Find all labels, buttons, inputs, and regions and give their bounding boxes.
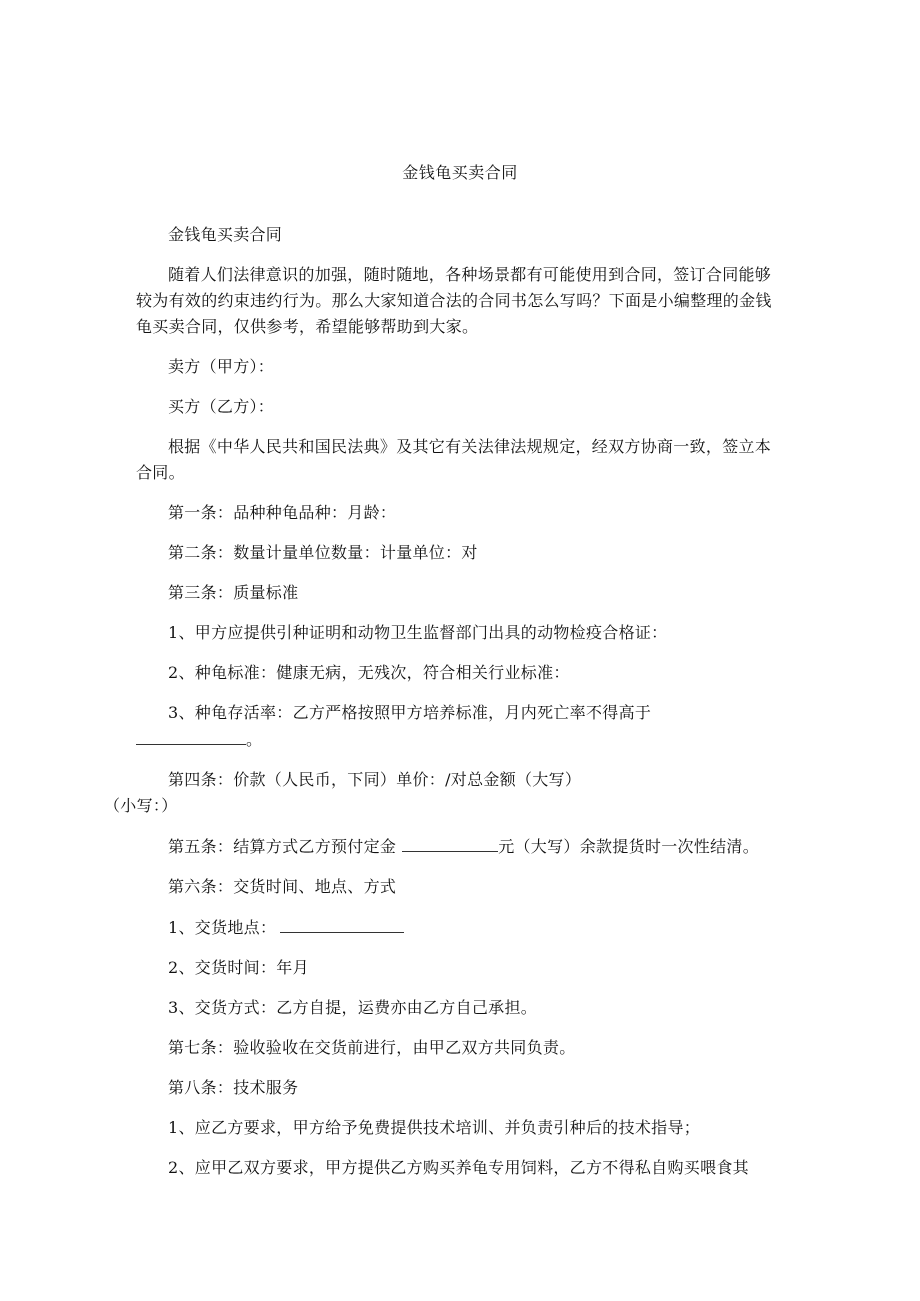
article-3-item-3	[136, 700, 784, 753]
article-3-item-3-text: 3、种龟存活率：乙方严格按照甲方培养标准，月内死亡率不得高于	[168, 703, 652, 722]
blank-line	[280, 914, 404, 933]
article-5-text-a: 第五条：结算方式乙方预付定金	[168, 837, 397, 856]
article-3: 第三条：质量标准	[168, 583, 299, 602]
article-8: 第八条：技术服务	[168, 1078, 299, 1097]
article-6: 第六条：交货时间、地点、方式	[168, 877, 397, 896]
article-3-item-3-end: 。	[246, 730, 263, 749]
article-8-item-2: 2、应甲乙双方要求，甲方提供乙方购买养龟专用饲料，乙方不得私自购买喂食其	[168, 1158, 749, 1177]
article-8-item-1: 1、应乙方要求，甲方给予免费提供技术培训、并负责引种后的技术指导；	[168, 1118, 701, 1137]
article-6-item-1-text: 1、交货地点：	[168, 918, 277, 937]
article-7: 第七条：验收验收在交货前进行，由甲乙双方共同负责。	[168, 1038, 576, 1057]
blank-line	[136, 726, 246, 745]
article-2: 第二条：数量计量单位数量：计量单位：对	[168, 543, 478, 562]
article-4	[104, 767, 784, 819]
article-5-text-b: 元（大写）余款提货时一次性结清。	[498, 837, 760, 856]
article-3-item-1: 1、甲方应提供引种证明和动物卫生监督部门出具的动物检疫合格证：	[168, 623, 668, 642]
article-4-small: （小写：）	[104, 796, 178, 815]
basis-paragraph: 根据《中华人民共和国民法典》及其它有关法律法规规定，经双方协商一致，签立本合同。	[136, 437, 772, 482]
article-6-item-2: 2、交货时间：年月	[168, 958, 309, 977]
blank-line	[402, 833, 498, 852]
intro-paragraph: 随着人们法律意识的加强，随时随地，各种场景都有可能使用到合同，签订合同能够较为有效的约束违约行为。那么大家知道合法的合同书怎么写吗？下面是小编整理的金钱龟买卖合同，仅供参考，希望能够帮助到大家。	[136, 265, 772, 336]
article-6-item-1	[136, 914, 784, 941]
buyer-line: 买方（乙方）：	[168, 397, 275, 416]
article-4-text: 第四条：价款（人民币，下同）单价：/对总金额（大写）	[168, 770, 582, 789]
article-5	[136, 833, 784, 860]
document-title: 金钱龟买卖合同	[402, 163, 518, 182]
section-heading: 金钱龟买卖合同	[168, 225, 283, 244]
article-1: 第一条：品种种龟品种：月龄：	[168, 503, 397, 522]
document-body	[104, 222, 784, 1195]
seller-line: 卖方（甲方）：	[168, 357, 275, 376]
article-6-item-3: 3、交货方式：乙方自提，运费亦由乙方自己承担。	[168, 998, 538, 1017]
article-3-item-2: 2、种龟标准：健康无病，无残次，符合相关行业标准：	[168, 663, 570, 682]
